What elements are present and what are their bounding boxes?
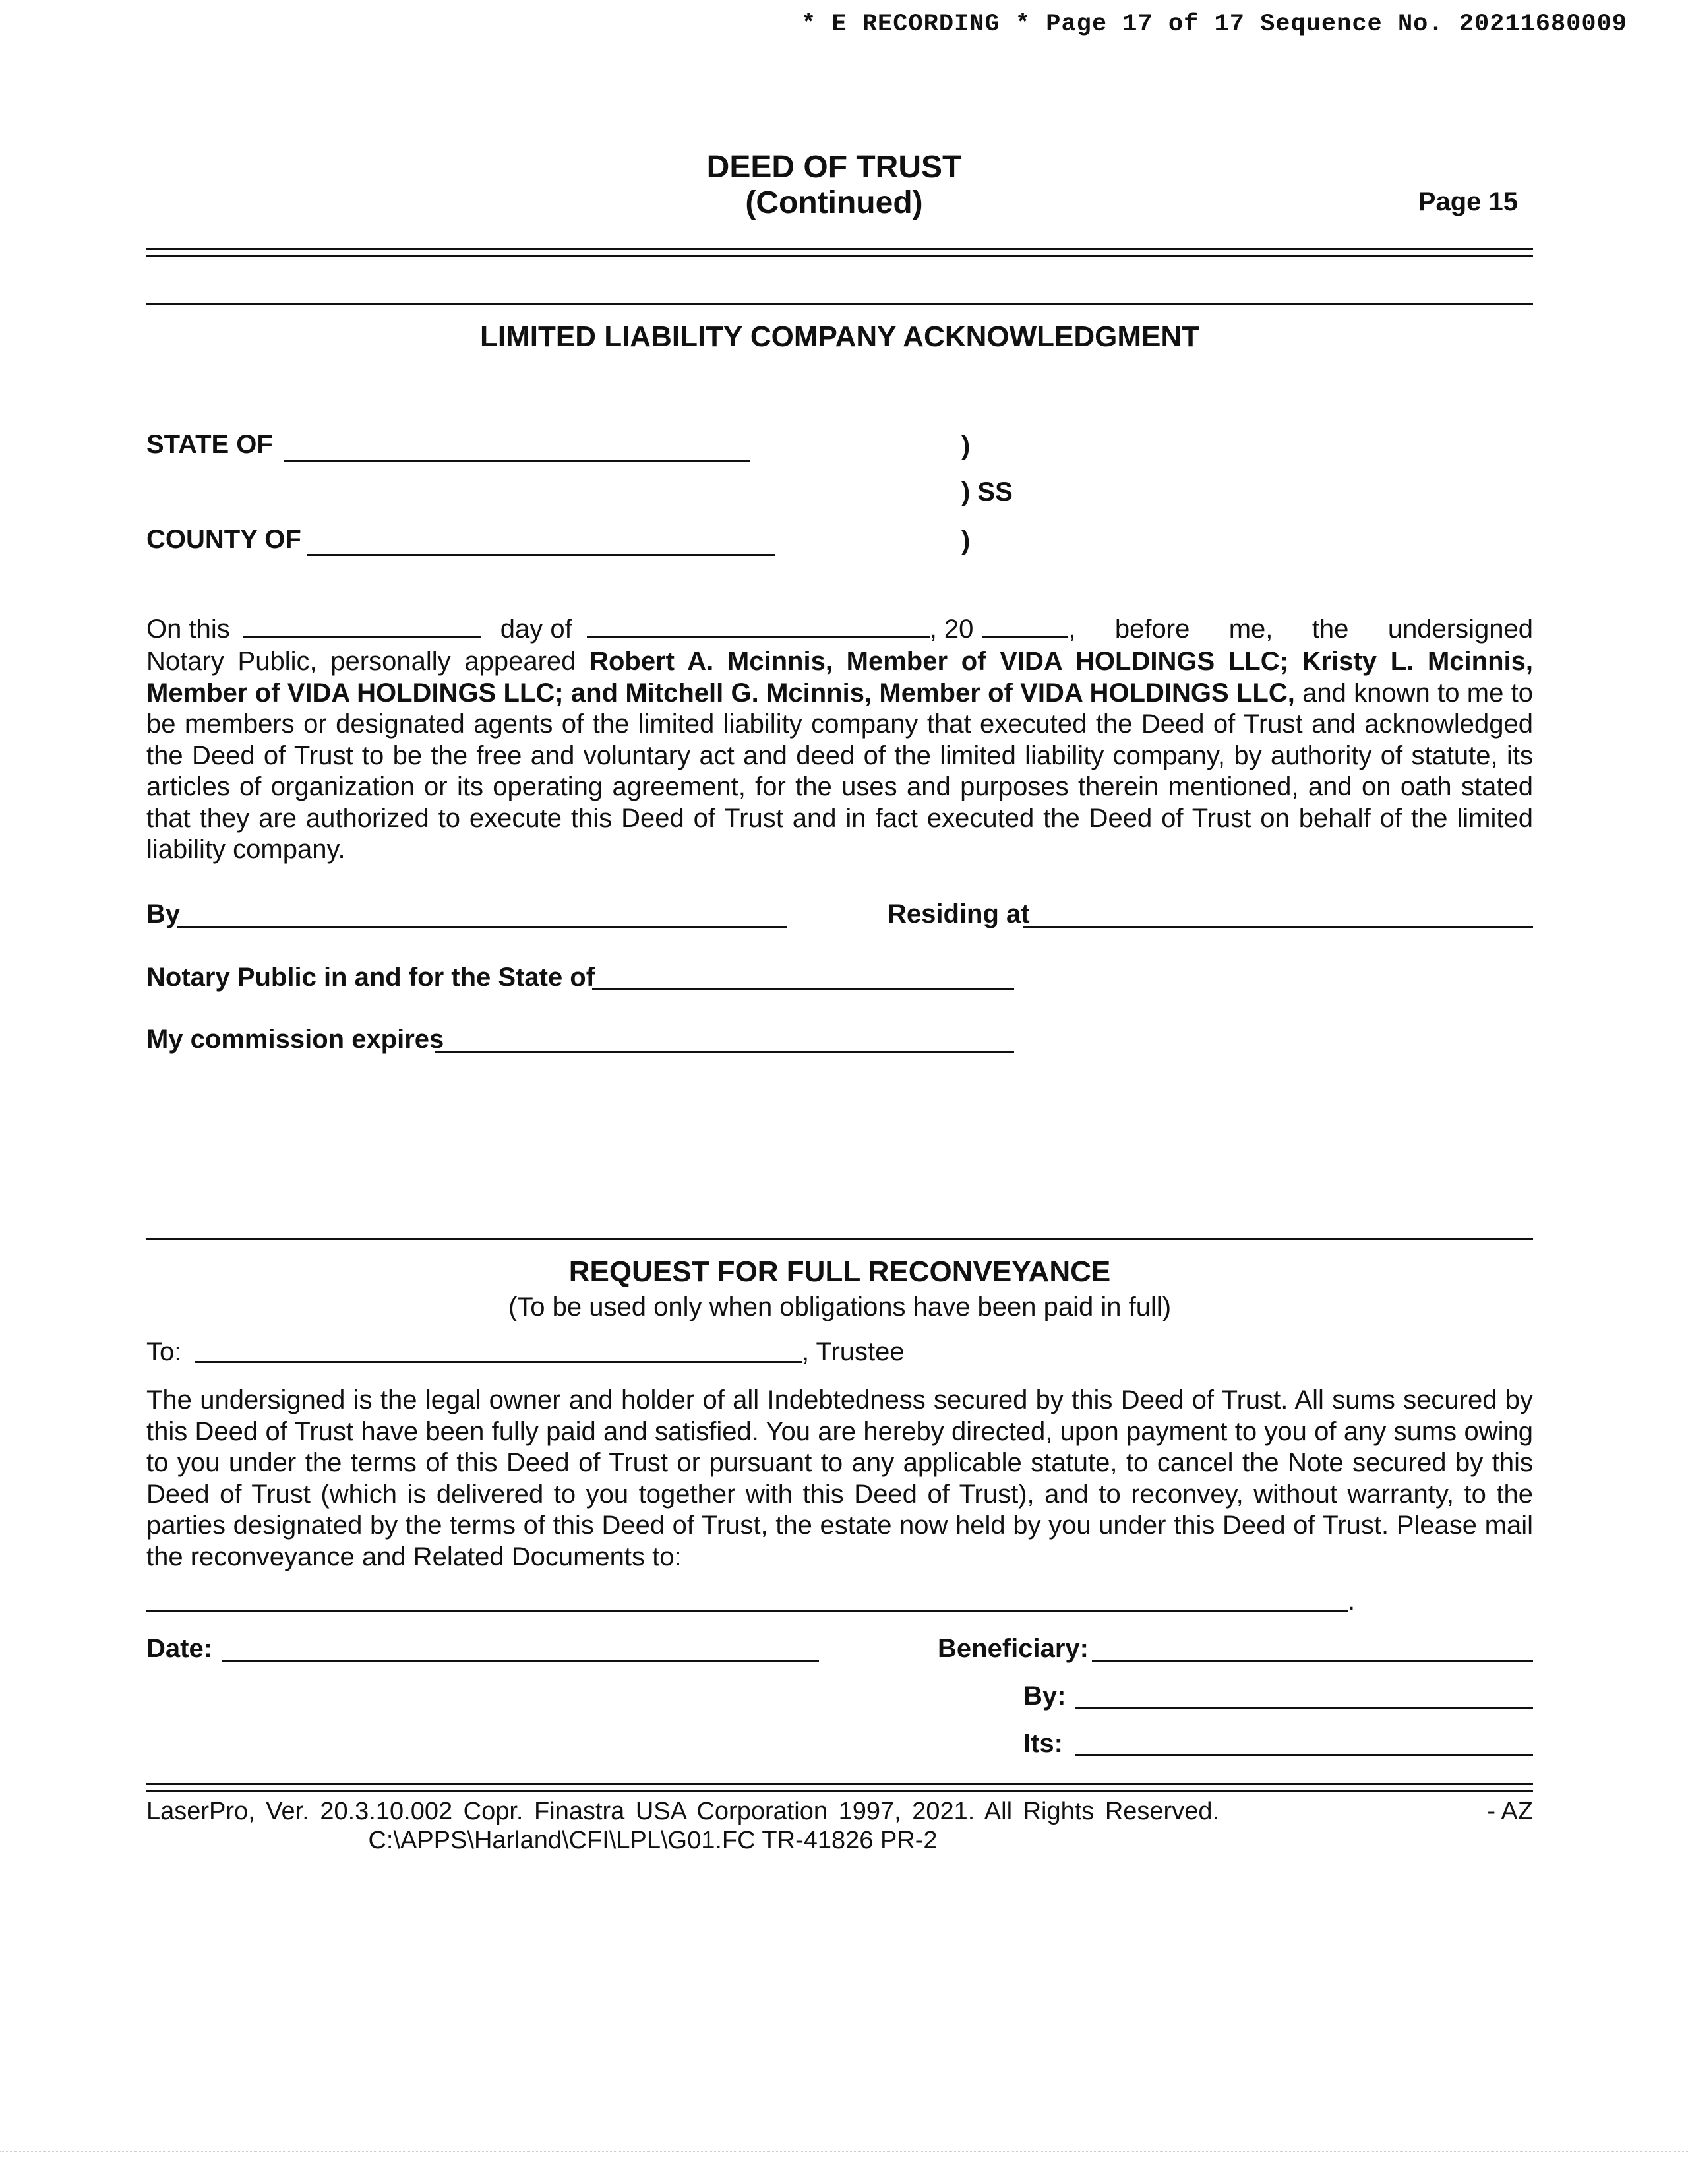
reconveyance-rule xyxy=(146,1238,1533,1240)
paren-1: ) xyxy=(961,431,971,460)
header-rule-top xyxy=(146,248,1533,250)
acknowledgment-paragraph xyxy=(146,646,1533,866)
reconveyance-paragraph: The undersigned is the legal owner and holder of all Indebtedness secured by this Deed of Trust. All sums secured by this Deed of Trust have been fully paid and satisfied. You are hereby directed, upon payment to you of any sums owing to you under the terms of this Deed of Trust or pursuant to any applicable statute, to cancel the Note secured by this Deed of Trust (which is delivered to you together with this Deed of Trust), and to reconvey, without warranty, to the parties designated by the terms of this Deed of Trust, the estate now held by you under this Deed of Trust. Please mail the reconveyance and Related Documents to: xyxy=(146,1385,1533,1571)
acknowledgment-first-line xyxy=(146,615,1533,644)
county-of-label: COUNTY OF xyxy=(146,525,301,554)
scan-edge-artifact xyxy=(0,2151,1688,2152)
document-title: DEED OF TRUST xyxy=(706,150,962,185)
on-this-text: On this xyxy=(146,615,230,644)
month-field[interactable] xyxy=(587,635,930,638)
beneficiary-field[interactable] xyxy=(1092,1660,1533,1662)
by-label: By xyxy=(146,899,181,928)
its-label: Its: xyxy=(1023,1729,1063,1758)
commission-expires-field[interactable] xyxy=(435,1051,1014,1053)
state-of-field[interactable] xyxy=(284,460,750,462)
mail-to-period: . xyxy=(1348,1587,1356,1616)
by-field[interactable] xyxy=(177,926,787,928)
year-field[interactable] xyxy=(982,635,1068,638)
paren-2: ) xyxy=(961,526,971,555)
residing-at-label: Residing at xyxy=(888,899,1030,928)
day-of-text: day of xyxy=(500,615,572,644)
document-subtitle: (Continued) xyxy=(745,185,923,220)
by-signature-field[interactable] xyxy=(1075,1707,1533,1709)
footer-file-path: C:\APPS\Harland\CFI\LPL\G01.FC TR-41826 PR-2 xyxy=(368,1827,938,1854)
day-field[interactable] xyxy=(243,635,481,638)
footer-rule-top xyxy=(146,1783,1533,1785)
before-me-text: , before me, the undersigned xyxy=(1068,615,1533,644)
by-signature-label: By: xyxy=(1023,1682,1066,1711)
its-field[interactable] xyxy=(1075,1754,1533,1756)
ss-label: ) SS xyxy=(961,477,1013,506)
trustee-label: , Trustee xyxy=(802,1337,905,1366)
reconveyance-subheading: (To be used only when obligations have been paid in full) xyxy=(508,1292,1172,1321)
to-label: To: xyxy=(146,1337,182,1366)
page-number: Page 15 xyxy=(1418,187,1518,216)
mail-to-field[interactable] xyxy=(146,1610,1348,1612)
notary-state-field[interactable] xyxy=(592,988,1014,990)
footer-rule-bottom xyxy=(146,1790,1533,1792)
footer-state: - AZ xyxy=(1487,1798,1533,1825)
date-field[interactable] xyxy=(222,1660,819,1662)
appeared-text: Notary Public, personally appeared xyxy=(146,647,590,676)
signer-names: Robert A. Mcinnis, Member of VIDA HOLDINGS LLC; Kristy L. Mcinnis, Member of VIDA HOLDINGS LLC; and Mitchell G. Mcinnis, Member of VIDA HOLDINGS LLC, xyxy=(146,647,1533,708)
trustee-field[interactable] xyxy=(195,1361,802,1363)
recording-stamp: * E RECORDING * Page 17 of 17 Sequence No. 20211680009 xyxy=(801,11,1627,38)
beneficiary-label: Beneficiary: xyxy=(938,1634,1089,1663)
state-of-label: STATE OF xyxy=(146,430,273,459)
notary-state-label: Notary Public in and for the State of xyxy=(146,963,595,992)
header-rule-bottom xyxy=(146,255,1533,257)
llc-heading: LIMITED LIABILITY COMPANY ACKNOWLEDGMENT xyxy=(480,320,1199,353)
date-label: Date: xyxy=(146,1634,213,1663)
county-of-field[interactable] xyxy=(307,554,775,556)
llc-section-rule xyxy=(146,303,1533,305)
reconveyance-heading: REQUEST FOR FULL RECONVEYANCE xyxy=(568,1256,1111,1288)
acknowledgment-rest: and known to me to be members or designated agents of the limited liability company that executed the Deed of Trust and acknowledged the Deed of Trust to be the free and voluntary act and deed of the limited liability company, by authority of statute, its articles of organization or its operating agreement, for the uses and purposes therein mentioned, and on oath stated that they are authorized to execute this Deed of Trust and in fact executed the Deed of Trust on behalf of the limited liability company. xyxy=(146,678,1533,864)
footer-software-line: LaserPro, Ver. 20.3.10.002 Copr. Finastra USA Corporation 1997, 2021. All Rights Reserved. xyxy=(146,1798,1220,1825)
commission-expires-label: My commission expires xyxy=(146,1025,444,1054)
residing-at-field[interactable] xyxy=(1023,926,1533,928)
twenty-text: , 20 xyxy=(929,615,974,644)
